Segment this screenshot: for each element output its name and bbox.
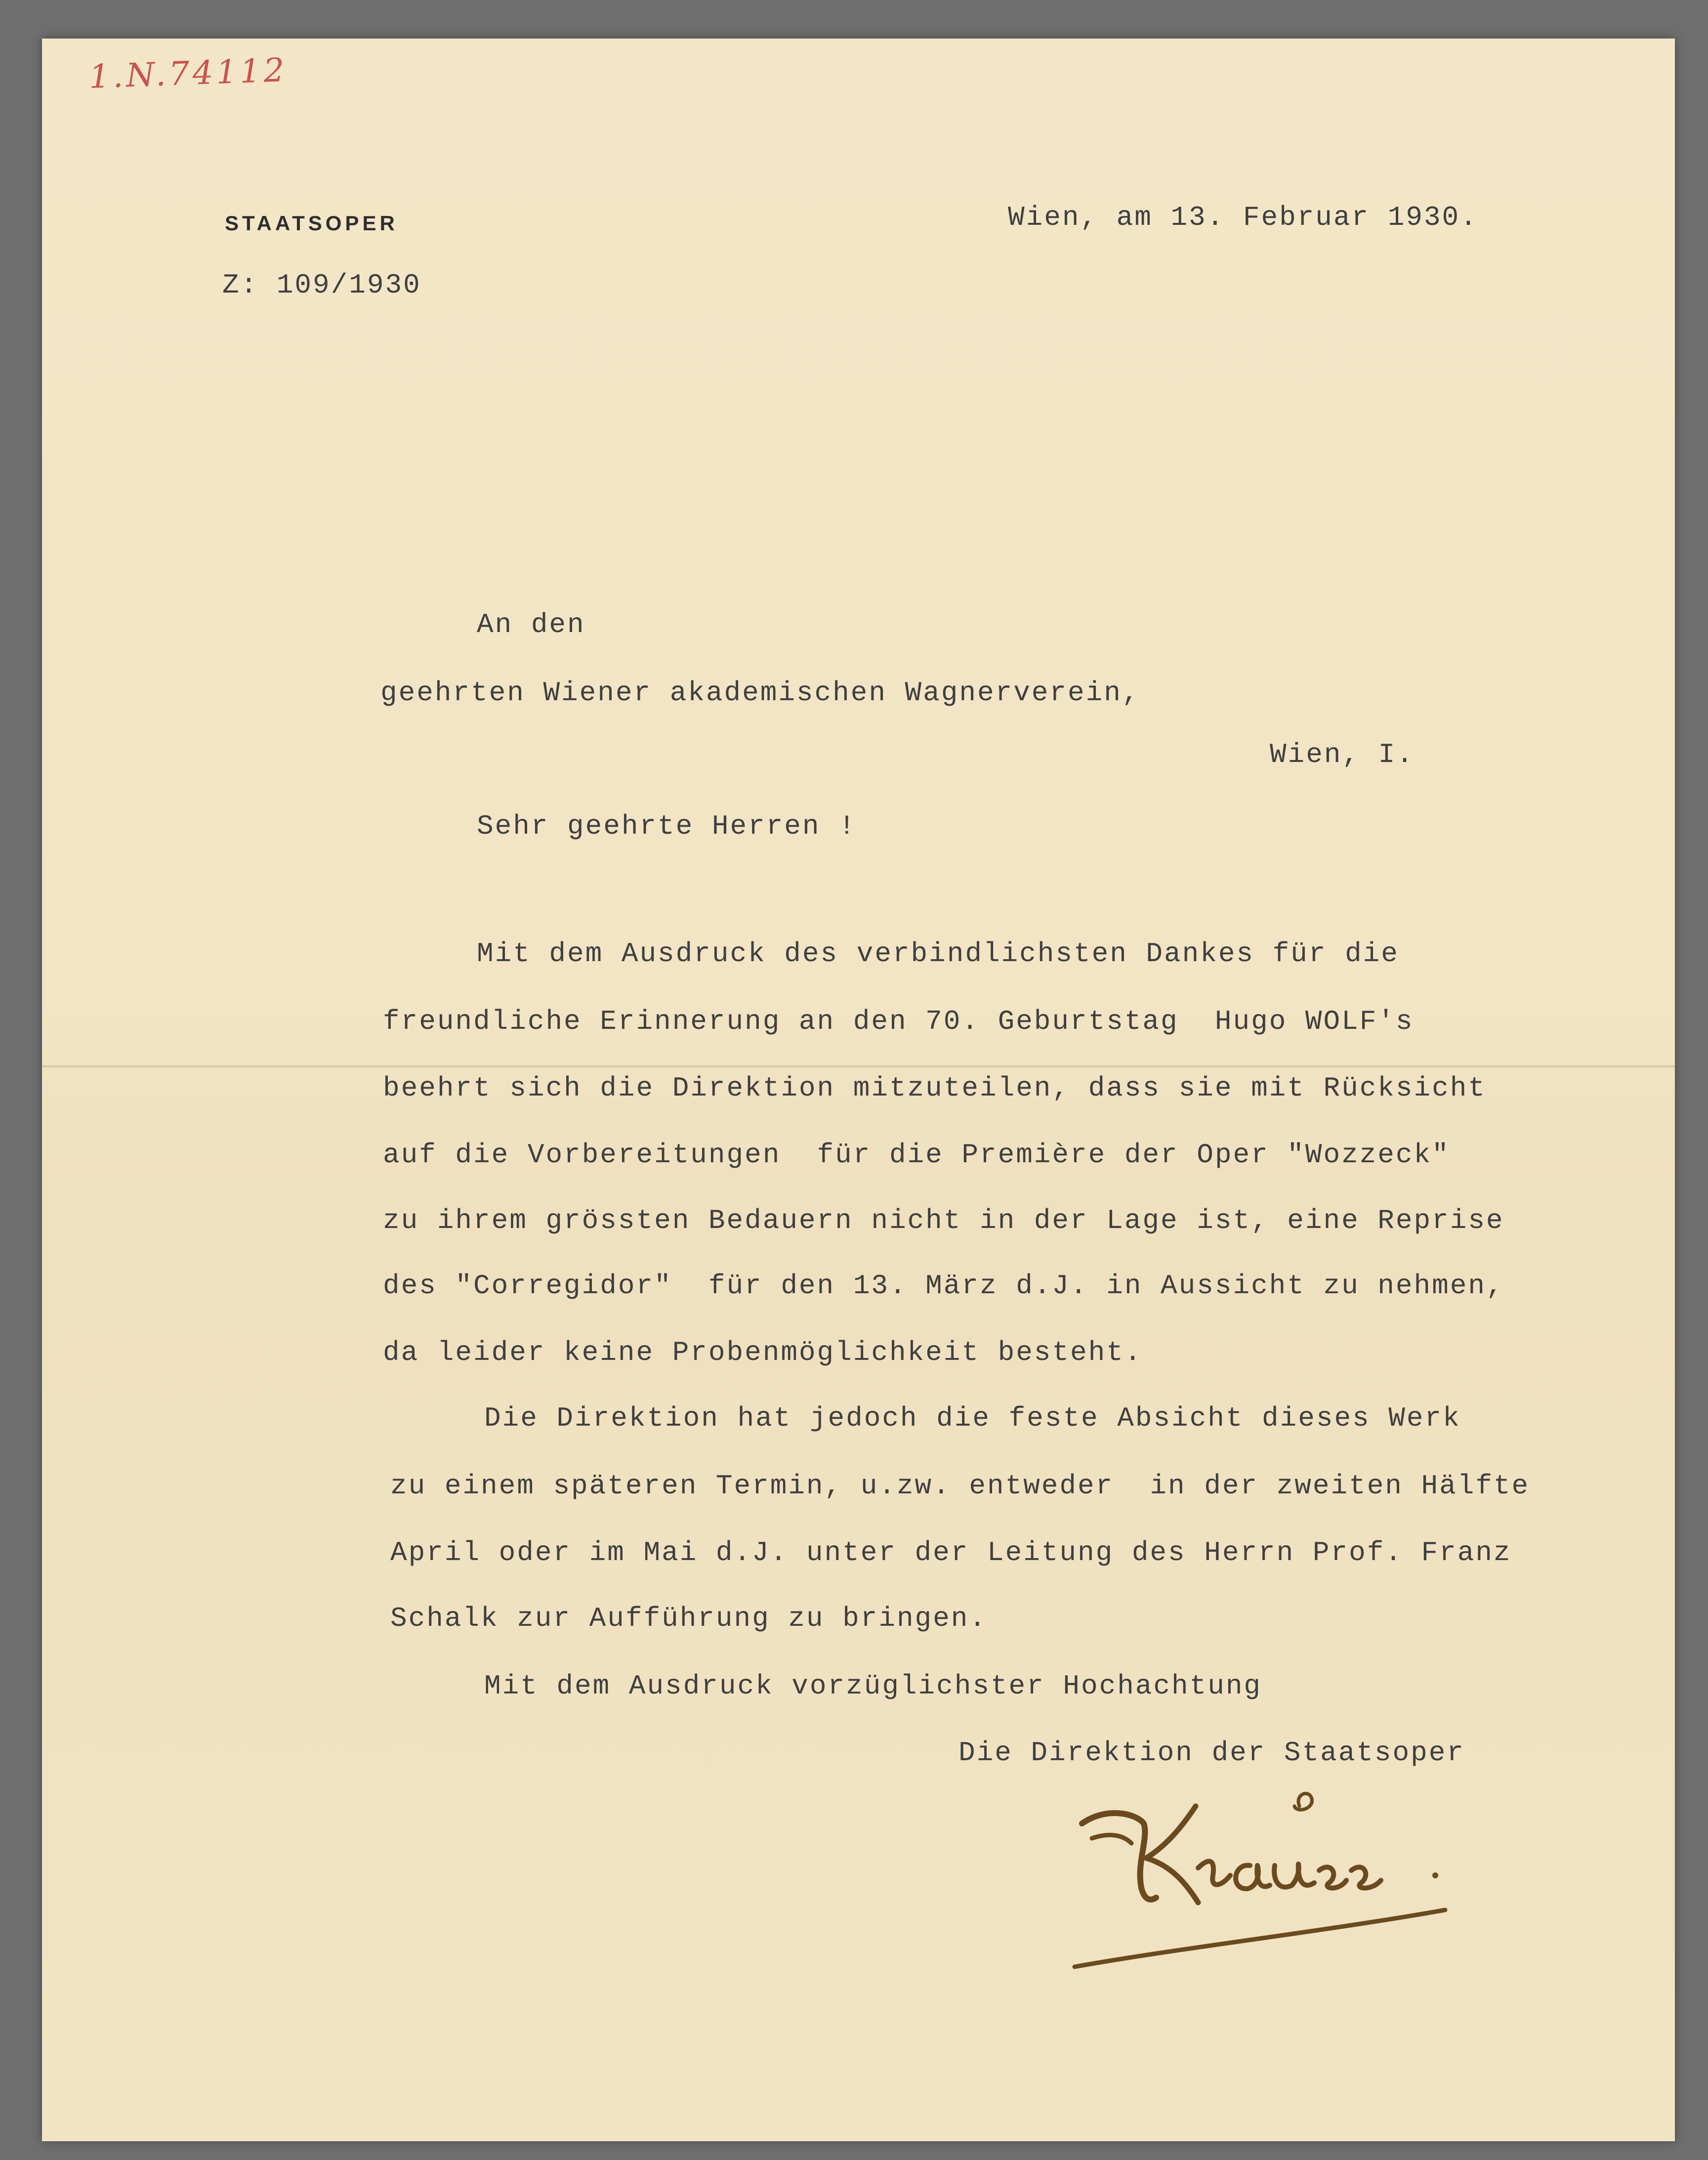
body-line: Schalk zur Aufführung zu bringen. bbox=[390, 1603, 987, 1634]
body-line: zu ihrem grössten Bedauern nicht in der Lage ist, eine Reprise bbox=[383, 1205, 1504, 1236]
body-line: auf die Vorbereitungen für die Première der Oper "Wozzeck" bbox=[383, 1139, 1450, 1171]
body-line: Die Direktion hat jedoch die feste Absicht dieses Werk bbox=[484, 1402, 1461, 1434]
recipient-line-1: An den bbox=[477, 609, 585, 640]
letterhead: STAATSOPER bbox=[225, 212, 398, 235]
body-line: des "Corregidor" für den 13. März d.J. in Aussicht zu nehmen, bbox=[383, 1270, 1504, 1302]
body-line: Mit dem Ausdruck des verbindlichsten Dankes für die bbox=[477, 938, 1399, 970]
body-line: freundliche Erinnerung an den 70. Geburtstag Hugo WOLF's bbox=[383, 1006, 1414, 1037]
body-line: da leider keine Probenmöglichkeit besteht. bbox=[383, 1337, 1143, 1368]
body-line: April oder im Mai d.J. unter der Leitung des Herrn Prof. Franz bbox=[390, 1537, 1512, 1568]
body-line: beehrt sich die Direktion mitzuteilen, dass sie mit Rücksicht bbox=[383, 1072, 1486, 1104]
salutation: Sehr geehrte Herren ! bbox=[477, 810, 857, 842]
inventory-number: 1.N.74112 bbox=[88, 51, 288, 96]
paper-fold-line bbox=[42, 1065, 1675, 1068]
sender-line: Die Direktion der Staatsoper bbox=[958, 1737, 1465, 1769]
closing-line: Mit dem Ausdruck vorzüglichster Hochachtung bbox=[484, 1670, 1262, 1702]
reference-number: Z: 109/1930 bbox=[222, 269, 421, 301]
body-line: zu einem späteren Termin, u.zw. entweder in der zweiten Hälfte bbox=[390, 1470, 1530, 1502]
recipient-line-3: Wien, I. bbox=[1270, 739, 1415, 770]
recipient-line-2: geehrten Wiener akademischen Wagnerverein, bbox=[380, 677, 1140, 709]
letter-date: Wien, am 13. Februar 1930. bbox=[1008, 202, 1478, 233]
signature-krauss bbox=[1062, 1759, 1458, 1977]
